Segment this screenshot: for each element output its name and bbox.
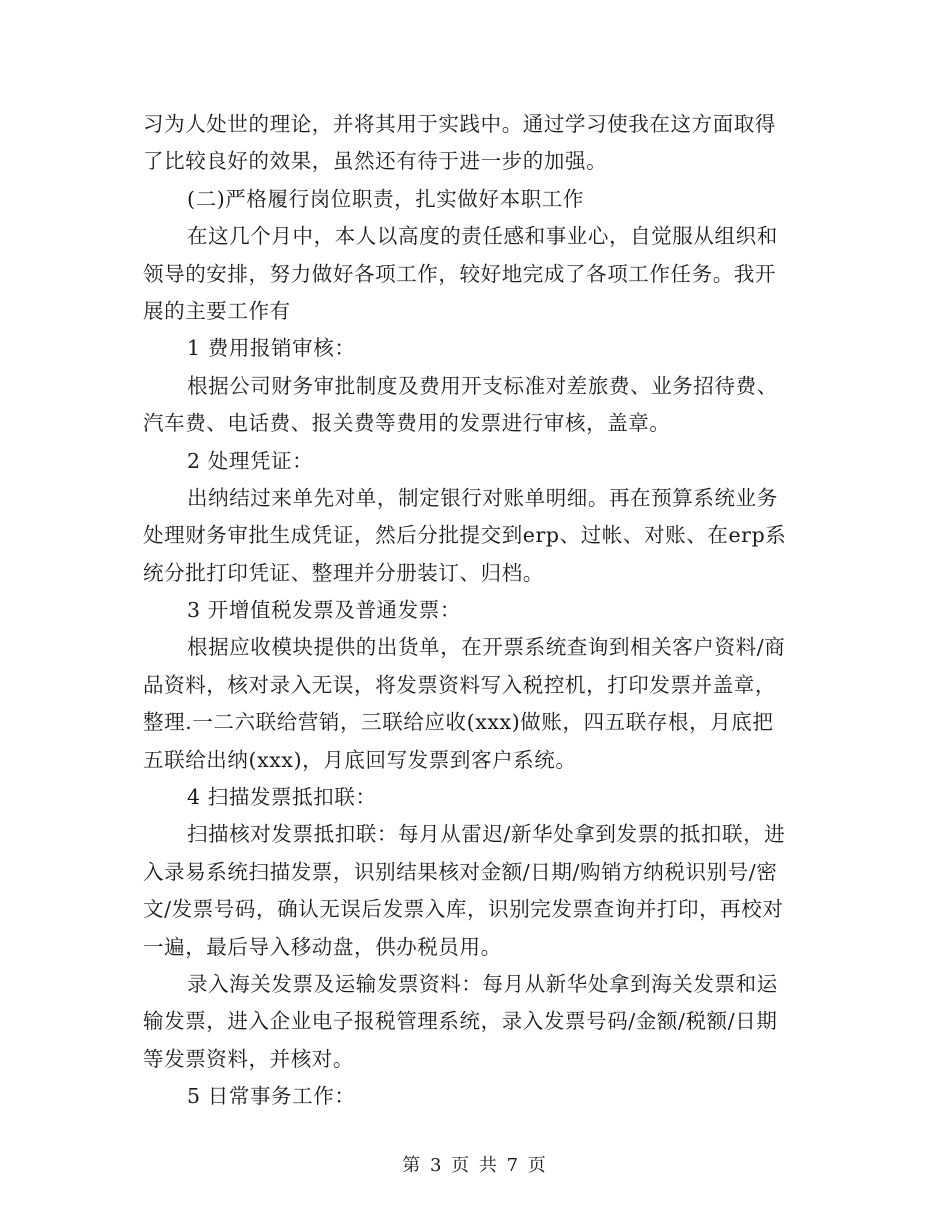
text-line: 一遍，最后导入移动盘，供办税员用。 [143, 934, 502, 959]
text-line: 根据公司财务审批制度及费用开支标准对差旅费、业务招待费、 [187, 373, 778, 398]
text-line: 习为人处世的理论，并将其用于实践中。通过学习使我在这方面取得 [143, 112, 776, 136]
text-line: 等发票资料，并核对。 [143, 1046, 354, 1071]
section-heading: (二)严格履行岗位职责，扎实做好本职工作 [187, 186, 584, 211]
text-line: 汽车费、电话费、报关费等费用的发票进行审核，盖章。 [143, 411, 671, 436]
page-number-footer: 第 3 页 共 7 页 [402, 1155, 548, 1176]
text-line: 根据应收模块提供的出货单，在开票系统查询到相关客户资料/商 [187, 635, 786, 660]
text-line: 品资料，核对录入无误，将发票资料写入税控机，打印发票并盖章， [143, 672, 776, 697]
text-line: 领导的安排，努力做好各项工作，较好地完成了各项工作任务。我开 [143, 261, 776, 286]
text-line: 入录易系统扫描发票，识别结果核对金额/日期/购销方纳税识别号/密 [143, 859, 778, 884]
text-line: 文/发票号码，确认无误后发票入库，识别完发票查询并打印，再校对 [143, 897, 784, 922]
item-heading: 2 处理凭证： [187, 448, 314, 473]
text-line: 整理.一二六联给营销，三联给应收(xxx)做账，四五联存根，月底把 [143, 710, 774, 735]
text-line: 五联给出纳(xxx)，月底回写发票到客户系统。 [143, 747, 577, 772]
item-heading: 3 开增值税发票及普通发票： [187, 598, 461, 623]
text-line: 录入海关发票及运输发票资料：每月从新华处拿到海关发票和运 [187, 971, 778, 996]
text-line: 展的主要工作有 [143, 298, 291, 323]
document-body [143, 106, 808, 1116]
text-line: 扫描核对发票抵扣联：每月从雷迟/新华处拿到发票的抵扣联，进 [187, 822, 786, 847]
text-line: 在这几个月中，本人以高度的责任感和事业心，自觉服从组织和 [187, 224, 778, 249]
item-heading: 4 扫描发票抵扣联： [187, 785, 377, 810]
item-heading: 5 日常事务工作： [187, 1084, 356, 1109]
text-line: 了比较良好的效果，虽然还有待于进一步的加强。 [143, 149, 608, 174]
item-heading: 1 费用报销审核： [187, 336, 356, 361]
text-line: 统分批打印凭证、整理并分册装订、归档。 [143, 560, 544, 585]
text-line: 处理财务审批生成凭证，然后分批提交到erp、过帐、对账、在erp系 [143, 523, 787, 548]
text-line: 输发票，进入企业电子报税管理系统，录入发票号码/金额/税额/日期 [143, 1009, 778, 1034]
text-line: 出纳结过来单先对单，制定银行对账单明细。再在预算系统业务 [187, 485, 778, 510]
